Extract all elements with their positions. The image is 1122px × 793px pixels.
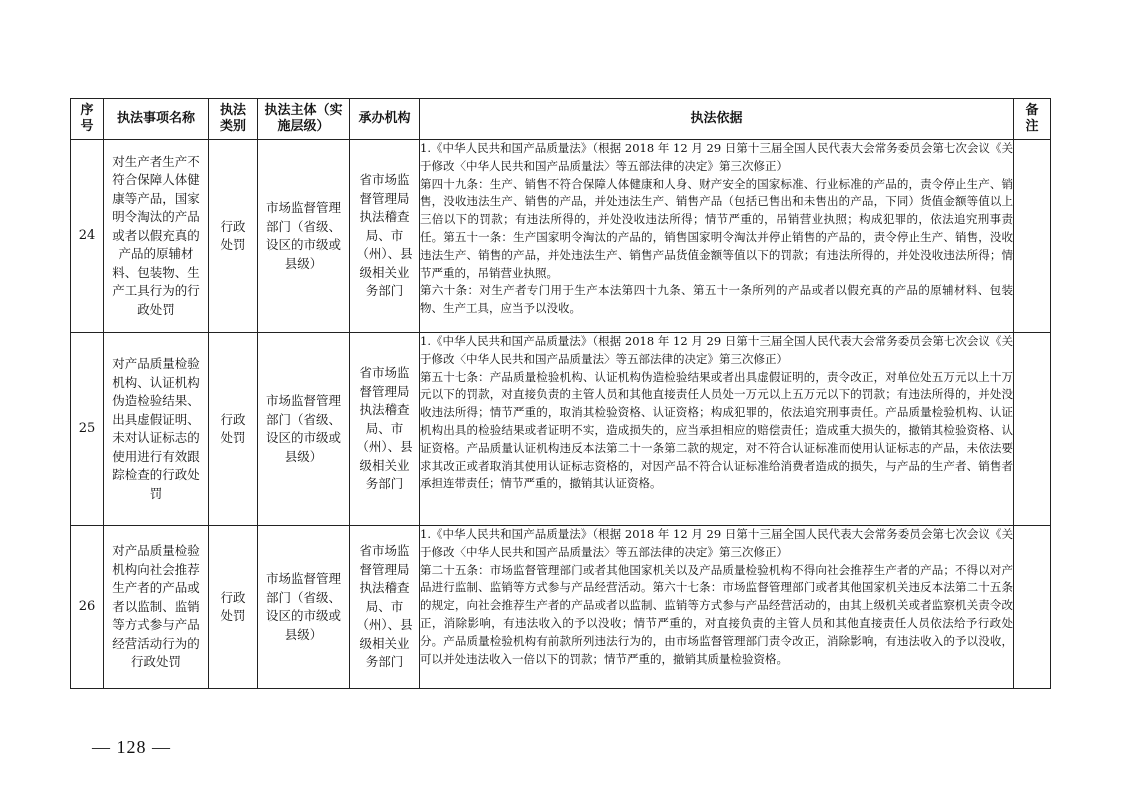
row-type [209, 526, 258, 689]
row-agency-text: 省市场监督管理局执法稽查局、市（州）、县级相关业务部门 [356, 172, 413, 299]
row-basis [420, 140, 1014, 333]
basis-paragraph: 第四十九条：生产、销售不符合保障人体健康和人身、财产安全的国家标准、行业标准的产品的，责令停止生产、销售，没收违法生产、销售的产品，并处违法生产、销售产品（包括已售出和未售出的产品，下同）货值金额等值以上三倍以下的罚款；有违法所得的，并处没收违法所得；情节严重的，吊销营业执照；构成犯罪的，依法追究刑事责任。第五十一条：生产国家明令淘汰的产品的，销售国家明令淘汰并停止销售的产品的，责令停止生产、销售，没收违法生产、销售的产品，并处违法生产、销售产品货值金额等值以下的罚款；有违法所得的，并处没收违法所得；情节严重的，吊销营业执照。 [420, 176, 1013, 280]
row-item-text: 对产品质量检验机构向社会推荐生产者的产品或者以监制、监销等方式参与产品经营活动行为的行政处罚 [112, 543, 200, 670]
row-type-text: 行政处罚 [220, 589, 246, 623]
row-agency [350, 333, 420, 526]
row-note [1014, 526, 1051, 689]
row-subject [258, 140, 350, 333]
row-agency-text: 省市场监督管理局执法稽查局、市（州）、县级相关业务部门 [356, 365, 413, 492]
row-type-text: 行政处罚 [220, 411, 246, 445]
header-type: 执法类别 [209, 99, 258, 140]
header-row [71, 99, 1051, 140]
basis-paragraph: 第六十条：对生产者专门用于生产本法第四十九条、第五十一条所列的产品或者以假充真的产品的原辅材料、包装物、生产工具，应当予以没收。 [420, 283, 1013, 316]
row-item [104, 526, 209, 689]
row-note [1014, 333, 1051, 526]
row-agency [350, 140, 420, 333]
row-basis [420, 333, 1014, 526]
row-seq: 25 [71, 333, 104, 526]
row-type [209, 140, 258, 333]
row-basis [420, 526, 1014, 689]
header-seq: 序号 [71, 99, 104, 140]
row-agency [350, 526, 420, 689]
row-note [1014, 140, 1051, 333]
row-subject-text: 市场监督管理部门（省级、设区的市级或县级） [265, 200, 341, 271]
row-item-text: 对产品质量检验机构、认证机构伪造检验结果、出具虚假证明、未对认证标志的使用进行有效跟踪检查的行政处罚 [112, 356, 200, 501]
row-subject [258, 526, 350, 689]
row-seq: 26 [71, 526, 104, 689]
row-subject-text: 市场监督管理部门（省级、设区的市级或县级） [265, 571, 341, 642]
basis-paragraph: 第二十五条：市场监督管理部门或者其他国家机关以及产品质量检验机构不得向社会推荐生产者的产品；不得以对产品进行监制、监销等方式参与产品经营活动。第六十七条：市场监督管理部门或者其他国家机关违反本法第二十五条的规定，向社会推荐生产者的产品或者以监制、监销等方式参与产品经营活动的，由其上级机关或者监察机关责令改正，消除影响，有违法收入的予以没收；情节严重的，对直接负责的主管人员和其他直接责任人员依法给予行政处分。产品质量检验机构有前款所列违法行为的，由市场监督管理部门责令改正，消除影响，有违法收入的予以没收，可以并处违法收入一倍以下的罚款；情节严重的，撤销其质量检验资格。 [420, 562, 1013, 666]
basis-paragraph: 1.《中华人民共和国产品质量法》（根据 2018 年 12 月 29 日第十三届全国人民代表大会常务委员会第七次会议《关于修改〈中华人民共和国产品质量法〉等五部法律的决定》第三次修正） [420, 334, 1013, 366]
row-type [209, 333, 258, 526]
header-subject: 执法主体（实施层级） [258, 99, 350, 140]
basis-paragraph: 第五十七条：产品质量检验机构、认证机构伪造检验结果或者出具虚假证明的，责令改正，对单位处五万元以上十万元以下的罚款，对直接负责的主管人员和其他直接责任人员处一万元以上五万元以下的罚款；有违法所得的，并处没收违法所得；情节严重的，取消其检验资格、认证资格；构成犯罪的，依法追究刑事责任。产品质量检验机构、认证机构出具的检验结果或者证明不实，造成损失的，应当承担相应的赔偿责任；造成重大损失的，撤销其检验资格、认证资格。产品质量认证机构违反本法第二十一条第二款的规定，对不符合认证标准而使用认证标志的产品，未依法要求其改正或者取消其使用认证标志资格的，对因产品不符合认证标准给消费者造成的损失，与产品的生产者、销售者承担连带责任；情节严重的，撤销其认证资格。 [420, 369, 1013, 491]
table-row [71, 333, 1051, 526]
row-agency-text: 省市场监督管理局执法稽查局、市（州）、县级相关业务部门 [356, 543, 413, 670]
enforcement-table [70, 98, 1051, 689]
row-item [104, 140, 209, 333]
header-agency: 承办机构 [350, 99, 420, 140]
header-note: 备注 [1014, 99, 1051, 140]
header-basis: 执法依据 [420, 99, 1014, 140]
page-number: — 128 — [92, 737, 171, 757]
basis-paragraph: 1.《中华人民共和国产品质量法》（根据 2018 年 12 月 29 日第十三届全国人民代表大会常务委员会第七次会议《关于修改〈中华人民共和国产品质量法〉等五部法律的决定》第三次修正） [420, 141, 1013, 173]
row-subject [258, 333, 350, 526]
row-item [104, 333, 209, 526]
table-row [71, 526, 1051, 689]
row-item-text: 对生产者生产不符合保障人体健康等产品，国家明令淘汰的产品或者以假充真的产品的原辅材料、包装物、生产工具行为的行政处罚 [112, 153, 200, 317]
header-item: 执法事项名称 [104, 99, 209, 140]
row-seq: 24 [71, 140, 104, 333]
table-row [71, 140, 1051, 333]
row-type-text: 行政处罚 [220, 218, 246, 252]
basis-paragraph: 1.《中华人民共和国产品质量法》（根据 2018 年 12 月 29 日第十三届全国人民代表大会常务委员会第七次会议《关于修改〈中华人民共和国产品质量法〉等五部法律的决定》第三次修正） [420, 527, 1013, 559]
row-subject-text: 市场监督管理部门（省级、设区的市级或县级） [265, 393, 341, 464]
